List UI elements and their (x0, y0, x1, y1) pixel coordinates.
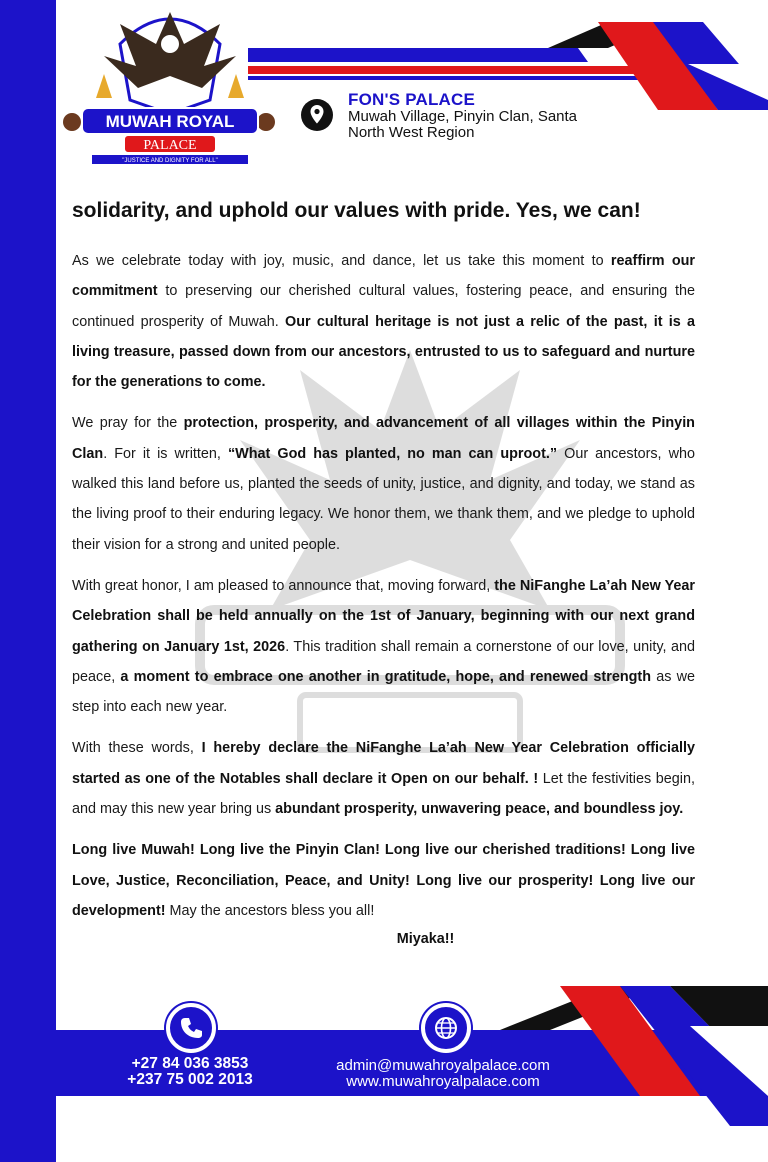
paragraph-segment: With these words, (72, 740, 202, 757)
paragraph-segment: Our ancestors, who walked this land before us, planted the seeds of unity, justice, and dignity, and today, we stand as the living proof to their enduring legacy. We honor them, we thank them, and we pledge to uphold their vision for a strong and united people. (72, 445, 695, 553)
paragraph-3 (72, 571, 695, 722)
paragraph-segment: May the ancestors bless you all! (165, 902, 375, 919)
paragraph-5 (72, 835, 695, 926)
footer-ribbon (500, 986, 768, 1126)
paragraph-segment: We pray for the (72, 415, 184, 432)
paragraph-segment: . For it is written, (103, 445, 228, 462)
globe-circle (421, 1003, 471, 1053)
closing-word: Miyaka!! (396, 931, 455, 948)
address-line-1: Muwah Village, Pinyin Clan, Santa (348, 108, 578, 125)
left-accent-bar (0, 0, 56, 1162)
paragraph-2 (72, 408, 695, 559)
paragraph-segment: as we step into each new year. (72, 668, 695, 716)
paragraph-segment: protection, prosperity, and advancement of all villages within the Pinyin Clan (72, 415, 695, 462)
paragraph-segment: a moment to embrace one another in gratitude, hope, and renewed strength (120, 668, 651, 685)
paragraph-segment: reaffirm our commitment (72, 253, 695, 300)
location-pin-icon (300, 98, 334, 132)
muwah-royal-palace-logo (60, 4, 280, 166)
paragraph-segment: As we celebrate today with joy, music, and dance, let us take this moment to (72, 253, 611, 269)
address-line-2: North West Region (348, 124, 475, 141)
paragraph-segment: With great honor, I am pleased to announce that, moving forward, (72, 577, 495, 594)
paragraph-segment: . This tradition shall remain a cornerstone of our love, unity, and peace, (72, 638, 696, 685)
paragraph-segment: the NiFanghe La’ah New Year Celebration shall be held annually on the 1st of January, beginning with our next grand gathering on January 1st, 2026 (72, 577, 695, 655)
heading-main: solidarity, and uphold our values with pride (72, 199, 505, 222)
paragraph-segment: to preserving our cherished cultural values, fostering peace, and ensuring the continued prosperity of Muwah. (72, 283, 695, 330)
phone-2[interactable]: +237 75 002 2013 (127, 1071, 253, 1088)
paragraph-segment: Let the festivities begin, and may this new year bring us (72, 770, 695, 818)
website-link[interactable]: www.muwahroyalpalace.com (346, 1073, 540, 1090)
paragraph-segment: Long live Muwah! Long live the Pinyin Clan! Long live our cherished traditions! Long live Love, Justice, Reconciliation, Peace, and Unity! Long live our prosperity! Long live our development! (72, 842, 695, 919)
logo-motto: "JUSTICE AND DIGNITY FOR ALL" (122, 158, 218, 164)
paragraph-1 (72, 246, 695, 397)
globe-icon (432, 1014, 460, 1042)
paragraph-segment: “What God has planted, no man can uproot.” (227, 445, 558, 462)
letter-heading (72, 196, 695, 226)
logo-sub: PALACE (143, 138, 197, 153)
email-link[interactable]: admin@muwahroyalpalace.com (336, 1057, 550, 1074)
heading-end: . Yes, we can! (504, 199, 641, 222)
paragraph-segment: Our cultural heritage is not just a relic of the past, it is a living treasure, passed down from our ancestors, entrusted to us to safeguard and nurture for the generations to come. (72, 313, 695, 391)
paragraph-segment: I hereby declare the NiFanghe La’ah New Year Celebration officially started as one of the Notables shall declare it Open on our behalf. ! (72, 740, 695, 787)
paragraphs (72, 246, 695, 926)
phone-1[interactable]: +27 84 036 3853 (131, 1055, 249, 1072)
palace-title: FON'S PALACE (348, 90, 476, 109)
phone-numbers (100, 1056, 280, 1088)
web-contacts (300, 1058, 586, 1090)
logo-name: MUWAH ROYAL (105, 112, 235, 131)
paragraph-4 (72, 733, 695, 824)
phone-circle (166, 1003, 216, 1053)
fons-palace-address (300, 88, 620, 148)
phone-icon (177, 1014, 205, 1042)
paragraph-segment: abundant prosperity, unwavering peace, and boundless joy. (275, 801, 684, 818)
letter-body (72, 196, 695, 947)
